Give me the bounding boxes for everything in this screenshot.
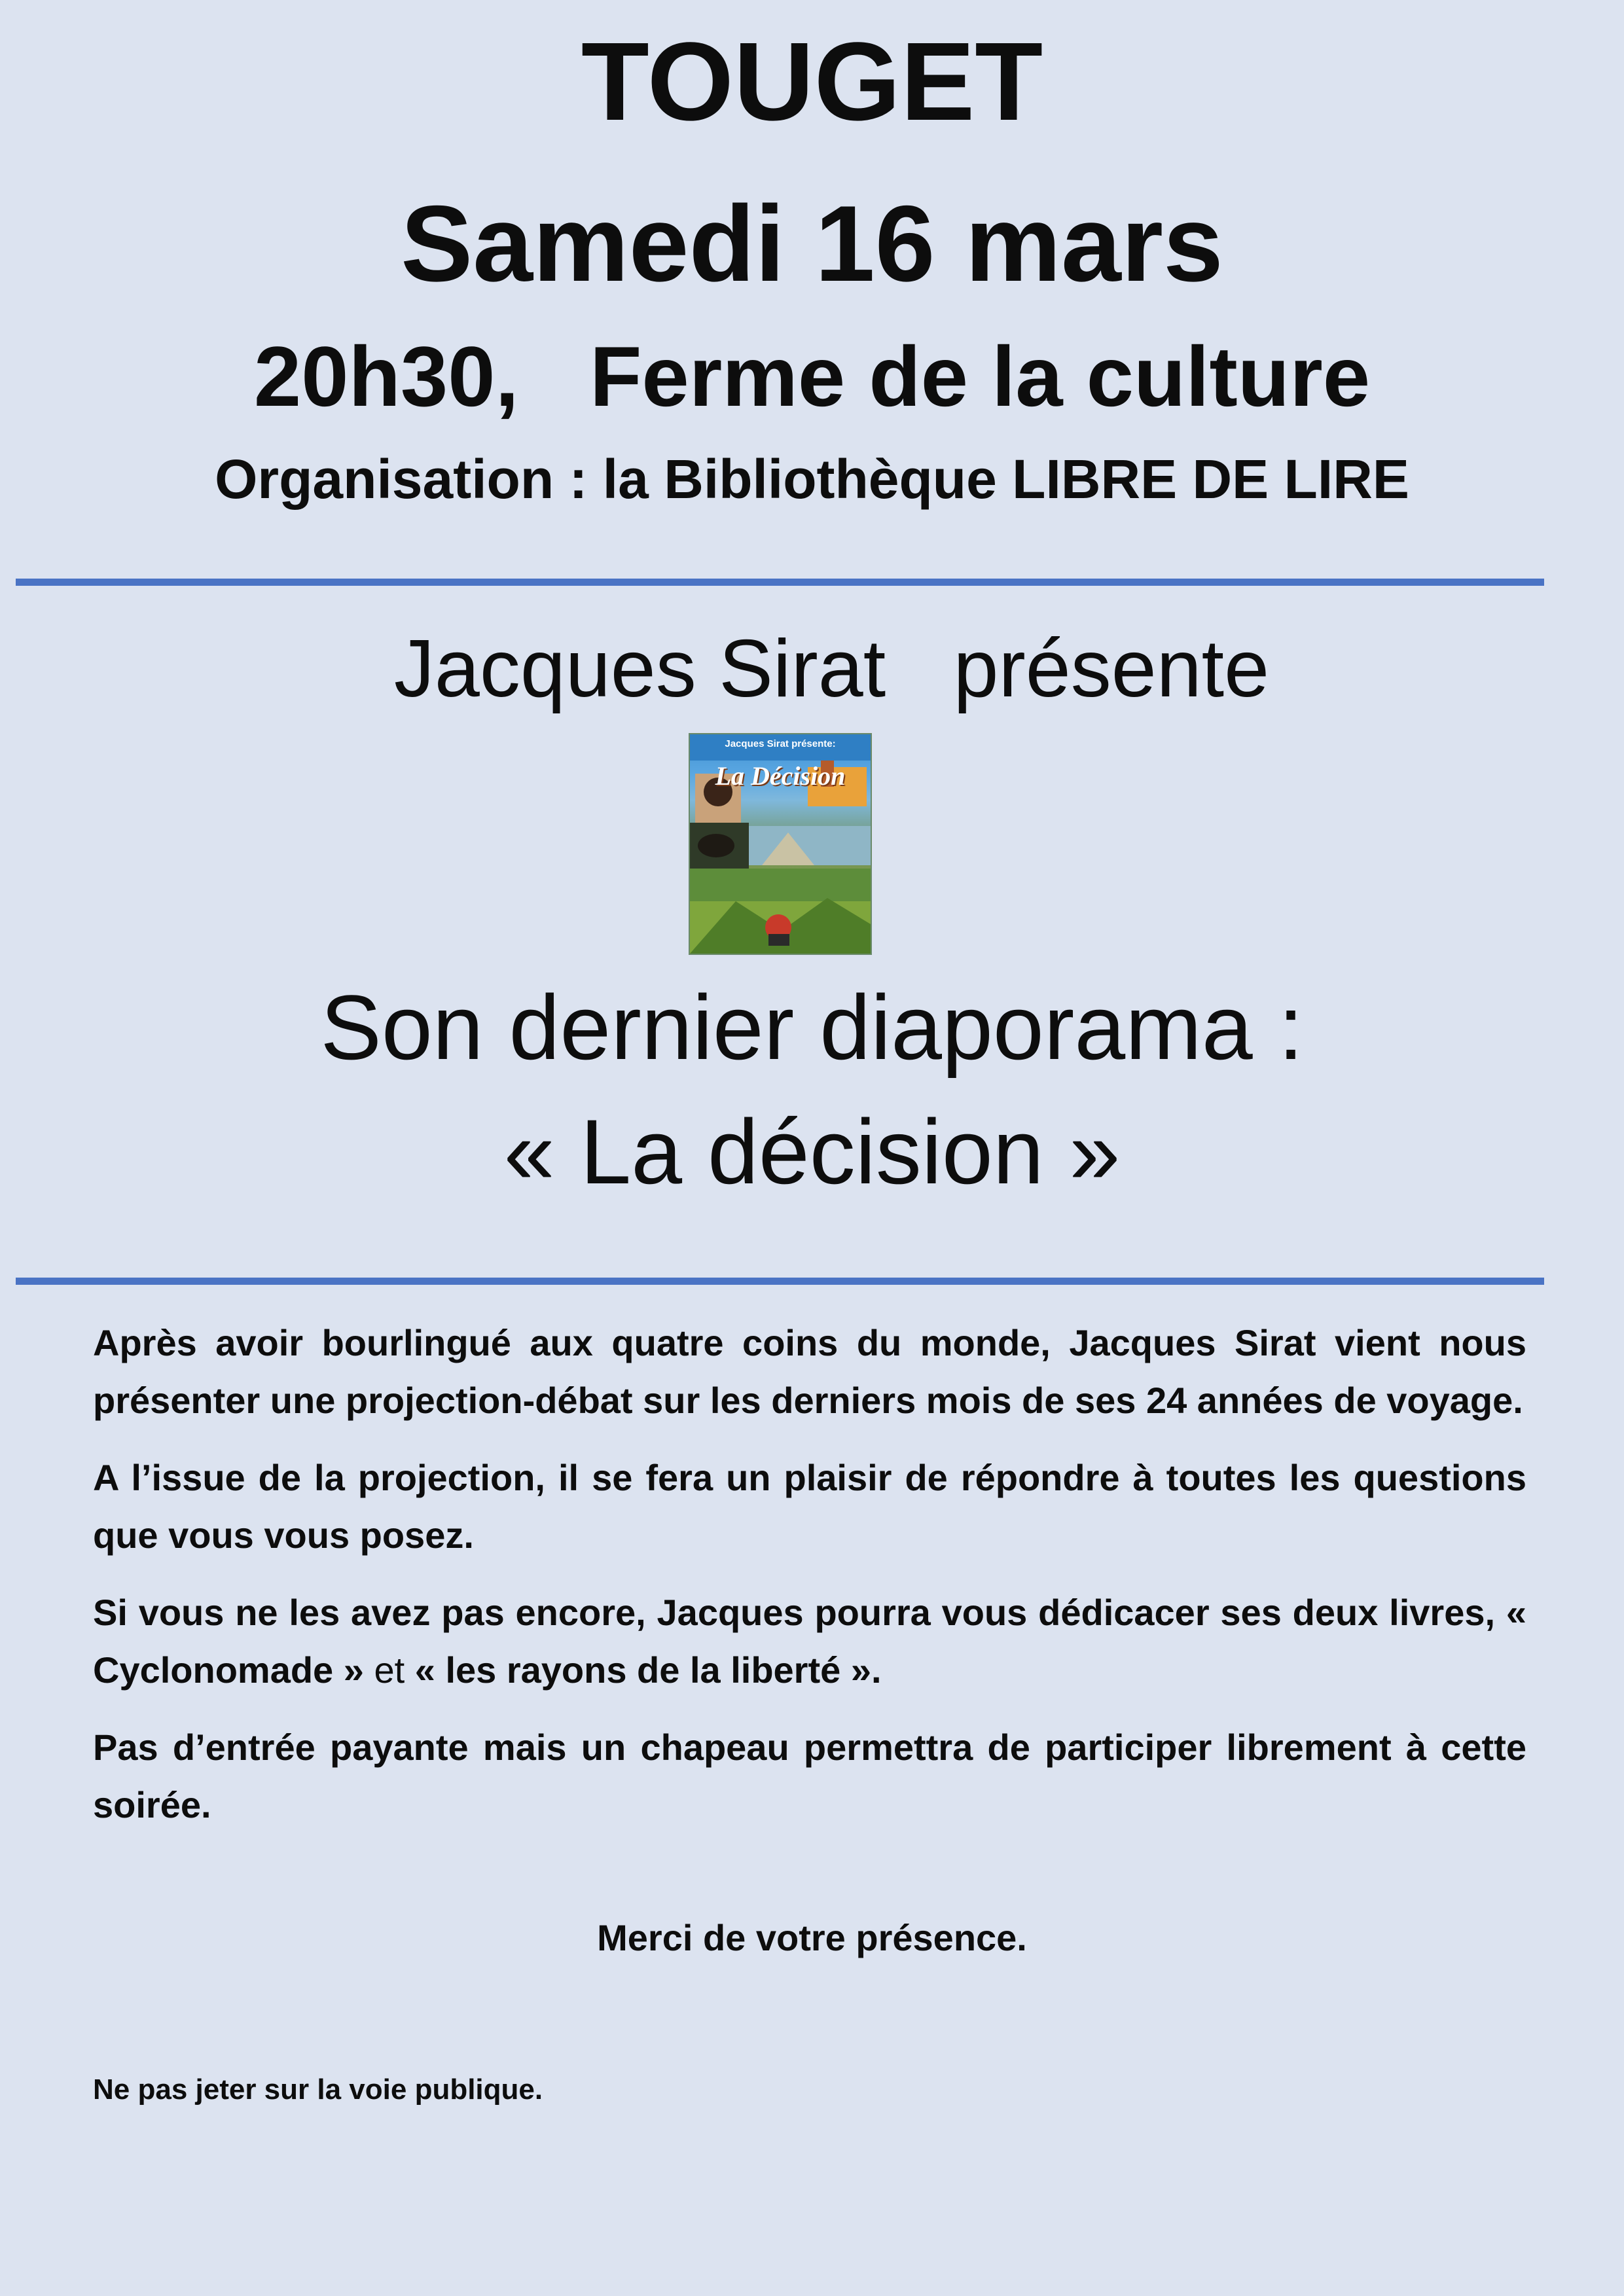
event-date: Samedi 16 mars [401, 183, 1223, 304]
slideshow-name: « La décision » [503, 1100, 1121, 1203]
description-paragraph-2: A l’issue de la projection, il se fera un plaisir de répondre à toutes les questions que vous vous posez. [93, 1457, 1526, 1556]
event-organiser: Organisation : la Bibliothèque LIBRE DE LIRE [215, 448, 1409, 510]
divider-top [16, 579, 1544, 586]
event-description [93, 1314, 1526, 1854]
event-town: TOUGET [581, 20, 1043, 144]
divider-bottom [16, 1278, 1544, 1285]
books-sentence: Si vous ne les avez pas encore, Jacques pourra vous dédicacer ses deux livres, « Cyclonomade » [93, 1592, 1526, 1691]
description-paragraph-4: Pas d’entrée payante mais un chapeau permettra de participer librement à cette soirée. [93, 1727, 1526, 1825]
books-second-title: « les rayons de la liberté ». [414, 1649, 882, 1691]
thanks-line: Merci de votre présence. [597, 1917, 1027, 1958]
books-conjunction: et [363, 1649, 415, 1691]
footer-note: Ne pas jeter sur la voie publique. [93, 2073, 543, 2106]
slideshow-cover-image [689, 733, 872, 955]
presenter-line: Jacques Sirat présente [393, 624, 1270, 714]
event-time-place: 20h30, Ferme de la culture [253, 329, 1371, 424]
cover-caption: Jacques Sirat présente: [725, 738, 836, 749]
slideshow-heading: Son dernier diaporama : [320, 976, 1304, 1079]
cover-title-logo: La Décision [715, 761, 846, 791]
description-paragraph-3 [93, 1584, 1526, 1699]
description-paragraph-1: Après avoir bourlingué aux quatre coins du monde, Jacques Sirat vient nous présenter une projection-débat sur les derniers mois de ses 24 années de voyage. [93, 1322, 1526, 1421]
